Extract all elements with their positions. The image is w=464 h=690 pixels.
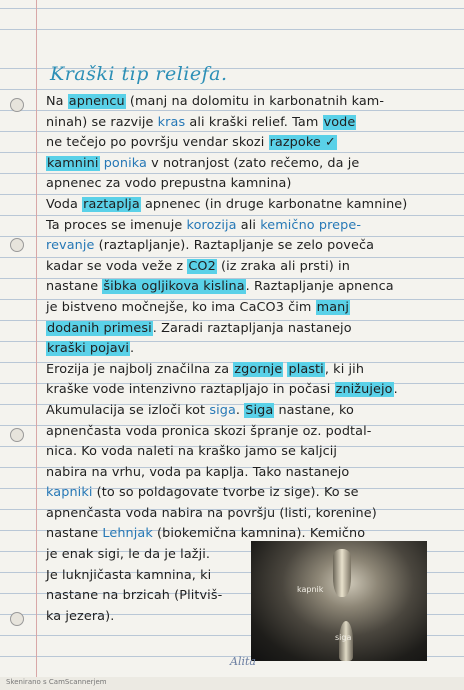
text-line xyxy=(46,277,450,298)
text-segment: Voda xyxy=(46,196,83,212)
photo-label-siga: siga xyxy=(335,633,352,642)
text-segment: nastane na brzicah (Plitviš- xyxy=(46,588,223,604)
highlighted-term: kraški pojavi xyxy=(47,341,129,357)
text-segment: Erozija je najbolj značilna za xyxy=(46,361,234,377)
text-segment: (to so poldagovate tvorbe iz sige). Ko se xyxy=(92,485,359,501)
text-segment: nastane, ko xyxy=(274,402,354,418)
text-line xyxy=(46,607,242,628)
blue-term: korozija xyxy=(186,217,237,233)
text-segment: ali kraški relief. Tam xyxy=(185,114,323,130)
text-segment: je enak sigi, le da je lažji. xyxy=(46,547,211,563)
text-segment: (raztapljanje). Raztapljanje se zelo poveča xyxy=(94,238,375,254)
text-line xyxy=(46,195,450,216)
text-line xyxy=(46,422,450,443)
highlighted-term: znižujejo xyxy=(335,382,393,398)
binder-hole xyxy=(10,428,24,442)
text-line xyxy=(46,236,450,257)
binder-hole xyxy=(10,98,24,112)
text-segment: apnenčasta voda pronica skozi špranje oz. podtal- xyxy=(46,423,372,439)
blue-term: ponika xyxy=(103,155,147,171)
text-segment: je bistveno močnejše, ko ima CaCO3 čim xyxy=(46,299,316,315)
blue-term: kapniki xyxy=(46,485,93,501)
text-segment: v notranjost (zato rečemo, da je xyxy=(146,155,360,171)
text-segment: ninah) se razvije xyxy=(46,114,158,130)
text-segment: Ta proces se imenuje xyxy=(46,217,187,233)
text-line xyxy=(46,566,242,587)
text-segment: ka jezera). xyxy=(46,608,115,624)
scanner-footer-text: Skenirano s CamScannerjem xyxy=(6,678,107,686)
cave-photo xyxy=(251,541,427,661)
text-line xyxy=(46,319,450,340)
text-segment: ne tečejo po površju vendar skozi xyxy=(46,135,269,151)
highlighted-term: plasti xyxy=(288,361,324,377)
text-segment: apnenec (in druge karbonatne kamnine) xyxy=(140,196,408,212)
text-line xyxy=(46,133,450,154)
highlighted-term: Siga xyxy=(245,402,274,418)
text-line xyxy=(46,401,450,422)
text-segment: Na xyxy=(46,94,68,109)
highlighted-term: CO2 xyxy=(188,258,216,274)
margin-line xyxy=(36,0,37,690)
text-segment: (iz zraka ali prsti) in xyxy=(216,258,350,274)
text-segment: nastane xyxy=(46,526,103,542)
text-segment: nastane xyxy=(46,279,103,295)
highlighted-term: manj xyxy=(316,299,350,315)
text-line xyxy=(46,154,450,175)
photo-label-kapnik: kapnik xyxy=(297,585,324,594)
text-line xyxy=(46,483,450,504)
blue-term: siga xyxy=(209,402,236,418)
highlighted-term: kamnini xyxy=(47,155,99,171)
text-line xyxy=(46,339,450,360)
text-segment: Akumulacija se izloči kot xyxy=(46,402,210,418)
text-segment: apnenec za vodo prepustna kamnina) xyxy=(46,176,292,192)
text-line xyxy=(46,174,450,195)
page-title: Kraški tip reliefa. xyxy=(50,63,228,85)
text-segment: (manj na dolomitu in karbonatnih kam- xyxy=(125,94,385,109)
text-line xyxy=(46,92,450,113)
text-line xyxy=(46,504,450,525)
text-segment: , ki jih xyxy=(324,361,365,377)
blue-term: revanje xyxy=(46,238,95,254)
highlighted-term: apnencu xyxy=(68,94,125,109)
text-segment: nabira na vrhu, voda pa kaplja. Tako nastanejo xyxy=(46,464,350,480)
text-segment: apnenčasta voda nabira na površju (listi, koreninе) xyxy=(46,505,377,521)
highlighted-term: šibka ogljikova kislina xyxy=(103,279,245,295)
text-segment: . xyxy=(393,382,398,398)
blue-term: kemično prepe- xyxy=(260,217,362,233)
text-line xyxy=(46,257,450,278)
text-segment: ali xyxy=(236,217,261,233)
blue-term: Lehnjak xyxy=(102,526,153,542)
highlighted-term: zgornje xyxy=(234,361,283,377)
text-line xyxy=(46,113,450,134)
text-segment: Je luknjičasta kamnina, ki xyxy=(46,567,212,583)
highlighted-term: dodanih primesi xyxy=(47,320,152,336)
highlighted-term: razpoke ✓ xyxy=(269,135,336,151)
text-line xyxy=(46,463,450,484)
text-segment: kadar se voda veže z xyxy=(46,258,188,274)
text-line xyxy=(46,586,242,607)
text-line xyxy=(46,360,450,381)
text-segment: . Raztapljanje apnenca xyxy=(245,279,394,295)
text-line xyxy=(46,216,450,237)
text-segment: nica. Ko voda naleti na kraško jamo se kaljcij xyxy=(46,444,338,460)
text-segment: kraške vode intenzivno raztapljajo in počasi xyxy=(46,382,335,398)
text-segment: (biokemična kamnina). Kemično xyxy=(152,526,366,542)
text-line xyxy=(46,442,450,463)
text-segment: . xyxy=(130,341,135,357)
binder-hole xyxy=(10,612,24,626)
text-line xyxy=(46,298,450,319)
text-segment: . xyxy=(235,402,245,418)
signature: Alita xyxy=(230,655,256,668)
highlighted-term: raztaplja xyxy=(83,196,140,212)
stalactite-shape xyxy=(333,549,351,597)
blue-term: kras xyxy=(157,114,186,130)
binder-hole xyxy=(10,238,24,252)
text-line xyxy=(46,545,242,566)
highlighted-term: vode xyxy=(323,114,356,130)
text-line xyxy=(46,380,450,401)
text-segment: . Zaradi raztapljanja nastanejo xyxy=(152,320,352,336)
